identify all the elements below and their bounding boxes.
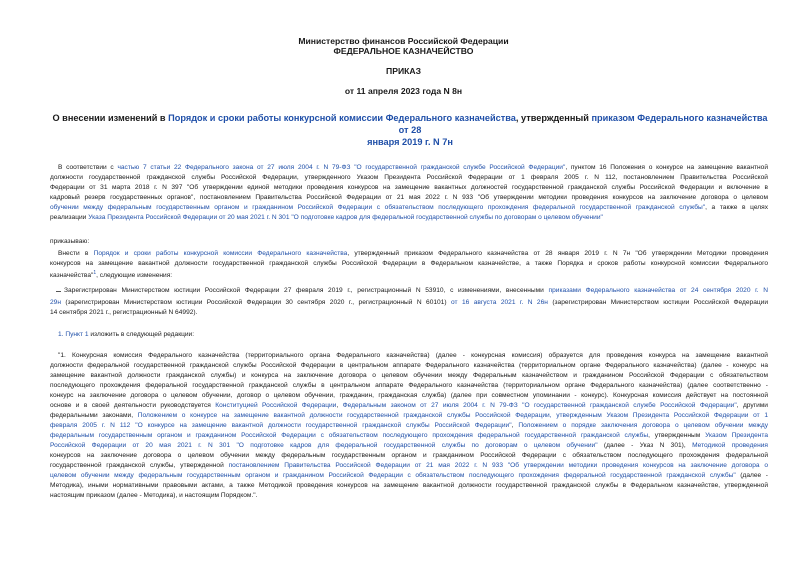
quote-line-3: замещение вакантной должности гражданской службы) и конкурса на заключение договора о целевом обучении между Федеральным казначейством и гражданином Российской Федерации с обязательством xyxy=(50,372,768,379)
preamble-text: , а также в целях xyxy=(705,204,768,211)
quote-text: , утвержденным xyxy=(648,432,706,439)
link-regulation-contest[interactable]: Положением о конкурсе на замещение вакантной должности государственной гражданской службы Российской Федерации, утвержденным Указом Президента Российской Федерации от 1 xyxy=(137,412,769,419)
preamble-line-4: кадровый резерв государственных органов", постановлением Правительства Российской Федерации от 21 мая 2022 г. N 933 "Об утверждении методики проведения конкурсов на заключение договора о целевом xyxy=(50,194,768,201)
quote-line-11: конкурсов на заключение договора о целевом обучении между федеральным государственным органом и гражданином Российской Федерации с обязательством последующего прохождения федеральной xyxy=(50,452,768,459)
title-link-order-cont[interactable]: января 2019 г. N 7н xyxy=(367,137,453,147)
footnote-marker xyxy=(56,291,61,292)
link-decree-933-quote[interactable]: постановлением Правительства Российской Федерации от 21 мая 2022 г. N 933 "Об утверждении методики проведения конкурсов на заключение договора о xyxy=(228,462,768,469)
quote-line-13 xyxy=(50,471,768,481)
quote-text: , утвержденной xyxy=(173,462,229,469)
item1-line-2: конкурсов на замещение вакантной должности государственной гражданской службы Российской Федерации в Федеральном казначействе, а также Порядка и сроков работы конкурсной комиссии Федерального xyxy=(50,260,768,267)
preamble-line-6 xyxy=(50,213,768,223)
link-law-79fz[interactable]: частью 7 статьи 22 Федерального закона от 27 июля 2004 г. N 79-ФЗ "О государственной гражданской службе Российской Федерации" xyxy=(117,164,566,171)
quote-text: (далее - xyxy=(735,472,768,479)
quote-line-5: конкурс на заключение договора о целевом обучении, договор о целевом обучении, гражданин, гражданская служба) (далее при совместном упоминании - конкурс). Конкурсная комиссия действует на постоянной xyxy=(50,392,768,399)
footnote-ref[interactable]: 1 xyxy=(93,270,97,276)
title-link-procedure[interactable]: Порядок и сроки работы конкурсной комиссии Федерального казначейства xyxy=(168,113,516,123)
footnote-line-3: 14 сентября 2021 г., регистрационный N 64992). xyxy=(50,309,198,316)
quote-line-2: должности федеральной государственной гражданской службы Российской Федерации в центральном аппарате Федерального казначейства (территориальном органе Федерального казначейства) (далее - конкурс на xyxy=(50,362,768,369)
link-point-1[interactable]: 1. Пункт 1 xyxy=(58,331,89,338)
link-order-29n[interactable]: приказами Федерального казначейства от 24 сентября 2020 г. N xyxy=(548,287,768,294)
quote-line-9 xyxy=(50,431,768,441)
item1-line-3 xyxy=(50,269,768,281)
item1-text: казначейства" xyxy=(50,272,94,280)
quote-text: государственной гражданской службы xyxy=(50,462,174,469)
link-regulation-contest-cont[interactable]: февраля 2005 г. N 112 "О конкурсе на замещение вакантной должности государственной гражданской службы Российской Федерации" xyxy=(50,422,512,429)
footnote-line-1 xyxy=(64,286,768,296)
footnote-line-2 xyxy=(50,298,768,308)
quote-line-7 xyxy=(50,411,768,421)
preamble-text: , пунктом 16 Положения о конкурсе на замещение вакантной xyxy=(565,164,769,171)
preamble-text: реализации xyxy=(50,214,89,221)
preamble-line-1 xyxy=(58,163,768,173)
date-number: от 11 апреля 2023 года N 8н xyxy=(344,86,463,96)
quote-line-8 xyxy=(50,421,768,431)
item1-line-1 xyxy=(58,249,768,259)
ministry-heading: Министерство финансов Российской Федерации xyxy=(298,36,509,46)
preamble-line-5 xyxy=(50,203,768,213)
quote-line-10 xyxy=(50,441,768,451)
doc-type-heading: ПРИКАЗ xyxy=(386,66,421,76)
point1-text: изложить в следующей редакции: xyxy=(88,331,195,338)
link-regulation-target-contract-cont[interactable]: федеральным государственным органом и гражданином Российской Федерации с обязательством последующего прохождения федеральной государственной гражданской службы xyxy=(50,432,649,439)
point1-line xyxy=(58,330,458,340)
title-prefix: О внесении изменений в xyxy=(52,113,169,123)
link-regulation-target-contract[interactable]: Положением о порядке заключения договора о целевом обучении между xyxy=(518,422,769,429)
quote-text: , другими xyxy=(736,402,768,409)
quote-line-14: Методика), иными нормативными правовыми актами, а также Методикой проведения конкурсов на замещение вакантной должности государственной гражданской службы в Федеральном казначействе, утвержденной xyxy=(50,482,768,489)
document-title xyxy=(50,112,770,148)
order-word: приказываю: xyxy=(50,238,90,245)
footnote-text: Зарегистрирован Министерством юстиции Российской Федерации 27 февраля 2019 г., регистрационный N 53910, с изменениями, внесенными xyxy=(64,287,549,294)
link-constitution[interactable]: Конституцией Российской Федерации xyxy=(215,402,337,409)
item1-text: , следующие изменения: xyxy=(96,272,173,280)
item1-text: , утвержденный приказом Федерального казначейства от 28 января 2019 г. N 7н "Об утверждении Методики проведения xyxy=(347,250,769,257)
quote-line-6 xyxy=(50,401,768,411)
link-law-79fz-quote[interactable]: Федеральным законом от 27 июля 2004 г. N 79-ФЗ "О государственной гражданской службе Российской Федерации" xyxy=(342,402,737,409)
link-procedure[interactable]: Порядок и сроки работы конкурсной комиссии Федерального казначейства xyxy=(93,250,348,257)
link-ukaz-president[interactable]: Указом Президента xyxy=(705,432,768,439)
quote-line-12 xyxy=(50,461,768,471)
quote-line-1: "1. Конкурсная комиссия Федерального казначейства (территориального органа Федерального казначейства) (далее - конкурсная комиссия) образуется для проведения конкурса на замещение вакантной xyxy=(58,352,768,359)
quote-text: , xyxy=(336,402,343,409)
link-decree-933-quote-cont[interactable]: целевом обучении между федеральным государственным органом и гражданином Российской Федерации с обязательством последующего прохождения федеральной государственной гражданской службы" xyxy=(50,472,736,479)
link-ukaz-301-quote[interactable]: Российской Федерации от 20 мая 2021 г. N 301 "О подготовке кадров для федеральной государственной службы по договорам о целевом обучении" xyxy=(50,442,598,449)
agency-heading: ФЕДЕРАЛЬНОЕ КАЗНАЧЕЙСТВО xyxy=(333,46,474,56)
preamble-text: В соответствии с xyxy=(58,164,118,171)
link-decree-933[interactable]: обучении между федеральным государственным органом и гражданином Российской Федерации с обязательством последующего прохождения федеральной государственной гражданской службы" xyxy=(50,204,706,211)
title-middle: , утвержденный xyxy=(515,113,592,123)
quote-line-4: последующего прохождения федеральной государственной гражданской службы в центральном аппарате Федерального казначейства (территориальном органе Федерального казначейства) (далее соответственно - xyxy=(50,382,768,389)
title-link-order[interactable]: приказом Федерального казначейства от 28 xyxy=(398,113,768,135)
link-ukaz-301[interactable]: Указа Президента Российской Федерации от 20 мая 2021 г. N 301 "О подготовке кадров для федеральной государственной службы по договорам о целевом обучении" xyxy=(88,214,603,221)
quote-text: основе и в своей деятельности руководствуется xyxy=(50,402,216,409)
link-order-29n-cont[interactable]: 29н xyxy=(50,299,61,306)
footnote-text: (зарегистрирован Министерством юстиции Российской Федерации xyxy=(547,299,769,306)
quote-text: (далее - Указ N 301), xyxy=(597,442,693,449)
preamble-line-2: должности государственной гражданской службы Российской Федерации, утвержденного Указом Президента Российской Федерации от 1 февраля 2005 г. N 112, постановлением Правительства Российской xyxy=(50,174,768,181)
quote-text: , xyxy=(511,422,519,429)
preamble-line-3: Федерации от 31 марта 2018 г. N 397 "Об утверждении единой методики проведения конкурсов на замещение вакантных должностей государственной гражданской службы Российской Федерации и включение в xyxy=(50,184,768,191)
link-methodology[interactable]: Методикой проведения xyxy=(692,442,768,449)
footnote-text: (зарегистрирован Министерством юстиции Российской Федерации 30 сентября 2020 г., регистрационный N 60101) xyxy=(60,299,451,306)
link-order-26n[interactable]: от 16 августа 2021 г. N 26н xyxy=(451,299,548,306)
quote-text: федеральными законами, xyxy=(50,412,138,419)
item1-text: Внести в xyxy=(58,250,94,257)
quote-line-15: настоящим приказом (далее - Методика), и настоящим Порядком.". xyxy=(50,492,258,499)
